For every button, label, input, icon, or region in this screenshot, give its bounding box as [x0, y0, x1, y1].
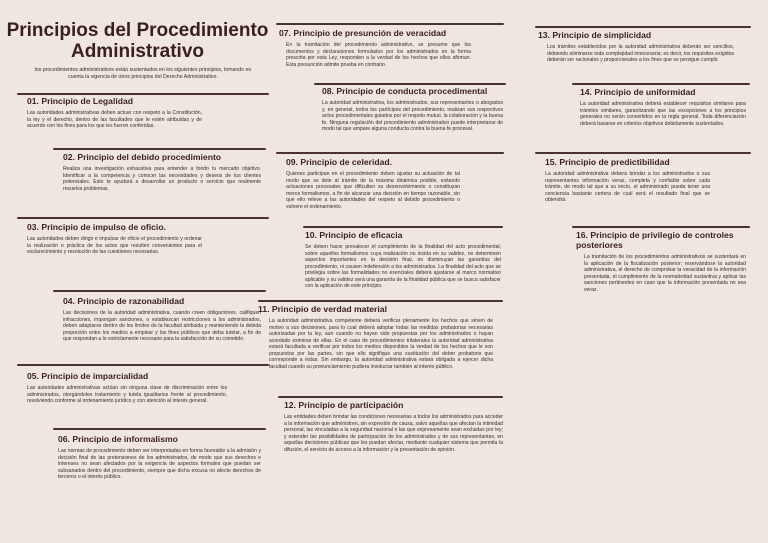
divider [572, 83, 750, 85]
section-text: Se deben hacer prevalecer el cumplimiento de la finalidad del acto procedimental, sobre aquellos formalismos cuya realización no incida en su validez, no determinen aspectos importantes en la decisión final, no disminuyan las garantías del procedimiento, ni causen indefensión a los administrados. La finalidad del acto que se privilegia sobre las formalidades no esenciales deberá ajustarse al marco normativo aplicable y su validez será una garantía de la finalidad pública que se busca satisfacer con la aplicación de este principio. [305, 244, 501, 289]
section-07 [279, 28, 503, 68]
divider [572, 226, 750, 228]
section-heading: 16. Principio de privilegio de controles posteriores [576, 230, 734, 250]
divider [17, 93, 269, 95]
section-text: En la tramitación del procedimiento administrativo, se presume que los documentos y declaraciones formulados por los administrados en la forma prescrita por esta Ley, responden a la verdad de los hechos que ellos afirman. Esta presunción admite prueba en contrario. [286, 42, 471, 68]
section-12 [284, 400, 503, 453]
divider [535, 152, 751, 154]
page-title: Principios del Procedimiento Administrativo [6, 20, 269, 62]
divider [314, 83, 506, 85]
divider [535, 26, 751, 28]
section-text: Los trámites establecidos por la autoridad administrativa deberán ser sencillos, debiendo eliminarse toda complejidad innecesaria; es decir, los requisitos exigidos deberán ser racionales y proporcionales a los fines que se persigue cumplir. [547, 44, 734, 63]
section-10 [305, 230, 501, 290]
divider [258, 300, 503, 302]
section-text: La autoridad administrativa deberá brindar a los administrados o sus representantes información veraz, completa y confiable sobre cada trámite, de modo tal que a su inicio, el administrado pueda tener una conciencia bastante certera de cuál será el resultado final que se obtendrá. [545, 171, 710, 203]
section-heading: 11. Principio de verdad material [258, 304, 387, 314]
section-01 [27, 96, 202, 130]
section-heading: 12. Principio de participación [284, 400, 404, 410]
section-heading: 06. Principio de informalismo [58, 434, 178, 444]
section-text: Las decisiones de la autoridad administrativa, cuando creen obligaciones, califiquen infracciones, impongan sanciones, o establezcan restricciones a los administrados, deben adaptarse dentro de los límites de la facultad atribuida y manteniendo la debida proporción entre los medios a emplear y los fines públicos que deba tutelar, a fin de que respondan a lo estrictamente necesario para la satisfacción de su cometido. [63, 310, 261, 342]
divider [17, 364, 269, 366]
section-05 [27, 371, 227, 405]
section-02 [63, 152, 261, 192]
section-14 [580, 87, 746, 127]
divider [53, 290, 266, 292]
section-heading: 03. Principio de impulso de oficio. [27, 222, 166, 232]
section-heading: 02. Principio del debido procedimiento [63, 152, 222, 162]
section-text: Realiza una investigación exhaustiva para entender a fondo tu mercado objetivo. Identificar a la competencia y conocer las necesidades y deseos de tus clientes potenciales. Esto te ayudará a desarrollar un producto o servicio que realmente resuelva problemas. [63, 166, 261, 192]
section-16 [576, 230, 746, 293]
intro-text: los procedimientos administrativos están sustentados en los siguientes principios, tomando en cuenta la vigencia de otros principios del Derecho Administrativo. [34, 67, 252, 80]
section-text: Las autoridades administrativas actúan sin ninguna clase de discriminación entre los administrados, otorgándoles tratamiento y tutela igualitarios frente al procedimiento, resolviendo conforme al ordenamiento jurídico y con atención al interés general. [27, 385, 227, 404]
section-heading: 01. Principio de Legalidad [27, 96, 134, 106]
divider [278, 396, 503, 398]
section-heading: 05. Principio de imparcialidad [27, 371, 149, 381]
section-09 [286, 157, 460, 210]
section-heading: 15. Principio de predictibilidad [545, 157, 670, 167]
divider [53, 148, 266, 150]
section-text: La tramitación de los procedimientos administrativos se sustentará en la aplicación de la fiscalización posterior; reservándose la autoridad administrativa, el derecho de comprobar la veracidad de la información presentada, el cumplimiento de la normatividad sustantiva y aplicar las sanciones pertinentes en caso que la información presentada no sea veraz. [584, 254, 746, 293]
section-heading: 13. Principio de simplicidad [538, 30, 652, 40]
section-text: La autoridad administrativa deberá establecer requisitos similares para trámites similares, garantizando que las excepciones a los principios generales no serán convertidos en la regla general. Toda diferenciación deberá basarse en criterios objetivos debidamente sustentados. [580, 101, 746, 127]
divider [276, 152, 504, 154]
section-heading: 14. Principio de uniformidad [580, 87, 696, 97]
section-text: Las entidades deben brindar las condiciones necesarias a todos los administrados para acceder a la información que administren, sin expresión de causa, salvo aquellas que afectan la intimidad personal, las vinculadas a la seguridad nacional o las que expresamente sean excluidas por ley; y extender las posibilidades de participación de los administrados y de sus representantes, en aquellas decisiones públicas que les puedan afectar, mediante cualquier sistema que permita la difusión, el servicio de acceso a la información y la presentación de opinión. [284, 414, 503, 453]
divider [17, 217, 269, 219]
divider [53, 428, 266, 430]
section-11 [258, 304, 493, 370]
section-03 [27, 222, 202, 256]
section-heading: 08. Principio de conducta procedimental [322, 86, 488, 96]
divider [276, 23, 504, 25]
divider [303, 226, 503, 228]
section-heading: 07. Principio de presunción de veracidad [279, 28, 447, 38]
section-heading: 04. Principio de razonabilidad [63, 296, 185, 306]
section-text: Quienes participan en el procedimiento deben ajustar su actuación de tal modo que se dote al trámite de la máxima dinámica posible, evitando actuaciones procesales que dificulten su desenvolvimiento o constituyan meros formalismos, a fin de alcanzar una decisión en tiempo razonable, sin que ello releve a las autoridades del respeto al debido procedimiento o vulnere el ordenamiento. [286, 171, 460, 210]
section-text: Las autoridades administrativas deben actuar con respeto a la Constitución, la ley y el derecho, dentro de las facultades que le estén atribuidas y de acuerdo con los fines para los que les fueron conferidas. [27, 110, 202, 129]
section-text: La autoridad administrativa, los administrados, sus representantes o abogados y, en general, todos los partícipes del procedimiento, realizan sus respectivos actos procedimentales guiados por el respeto mutuo, la colaboración y la buena fe. Ninguna regulación del procedimiento administrativo puede interpretarse de modo tal que ampare alguna conducta contra la buena fe procesal. [322, 100, 503, 132]
section-06 [58, 434, 261, 481]
section-04 [63, 296, 261, 343]
section-text: La autoridad administrativa competente deberá verificar plenamente los hechos que sirven de motivo a sus decisiones, para lo cual deberá adoptar todas las medidas probatorias necesarias autorizadas por la ley, aun cuando no hayan sido propuestas por los administrados o hayan acordado eximirse de ellas. En el caso de procedimientos trilaterales la autoridad administrativa estará facultada a verificar por todos los medios disponibles la verdad de los hechos que le son propuestos por las partes, sin que ello signifique una sustitución del deber probatorio que corresponde a éstas. Sin embargo, la autoridad administrativa estará obligada a ejercer dicha facultad cuando su pronunciamiento pudiera involucrar también al interés público. [269, 318, 493, 370]
section-text: Las normas de procedimiento deben ser interpretadas en forma favorable a la admisión y decisión final de las pretensiones de los administrados, de modo que sus derechos e intereses no sean afectados por la exigencia de aspectos formales que puedan ser subsanados dentro del procedimiento, siempre que dicha excusa no afecte derechos de terceros o el interés público. [58, 448, 261, 480]
section-15 [545, 157, 710, 204]
section-08 [322, 86, 503, 133]
section-heading: 10. Principio de eficacia [305, 230, 403, 240]
section-text: Las autoridades deben dirigir e impulsar de oficio el procedimiento y ordenar la realización o práctica de los actos que resulten convenientes para el esclarecimiento y resolución de las cuestiones necesarias. [27, 236, 202, 255]
section-13 [538, 30, 741, 64]
section-heading: 09. Principio de celeridad. [286, 157, 393, 167]
